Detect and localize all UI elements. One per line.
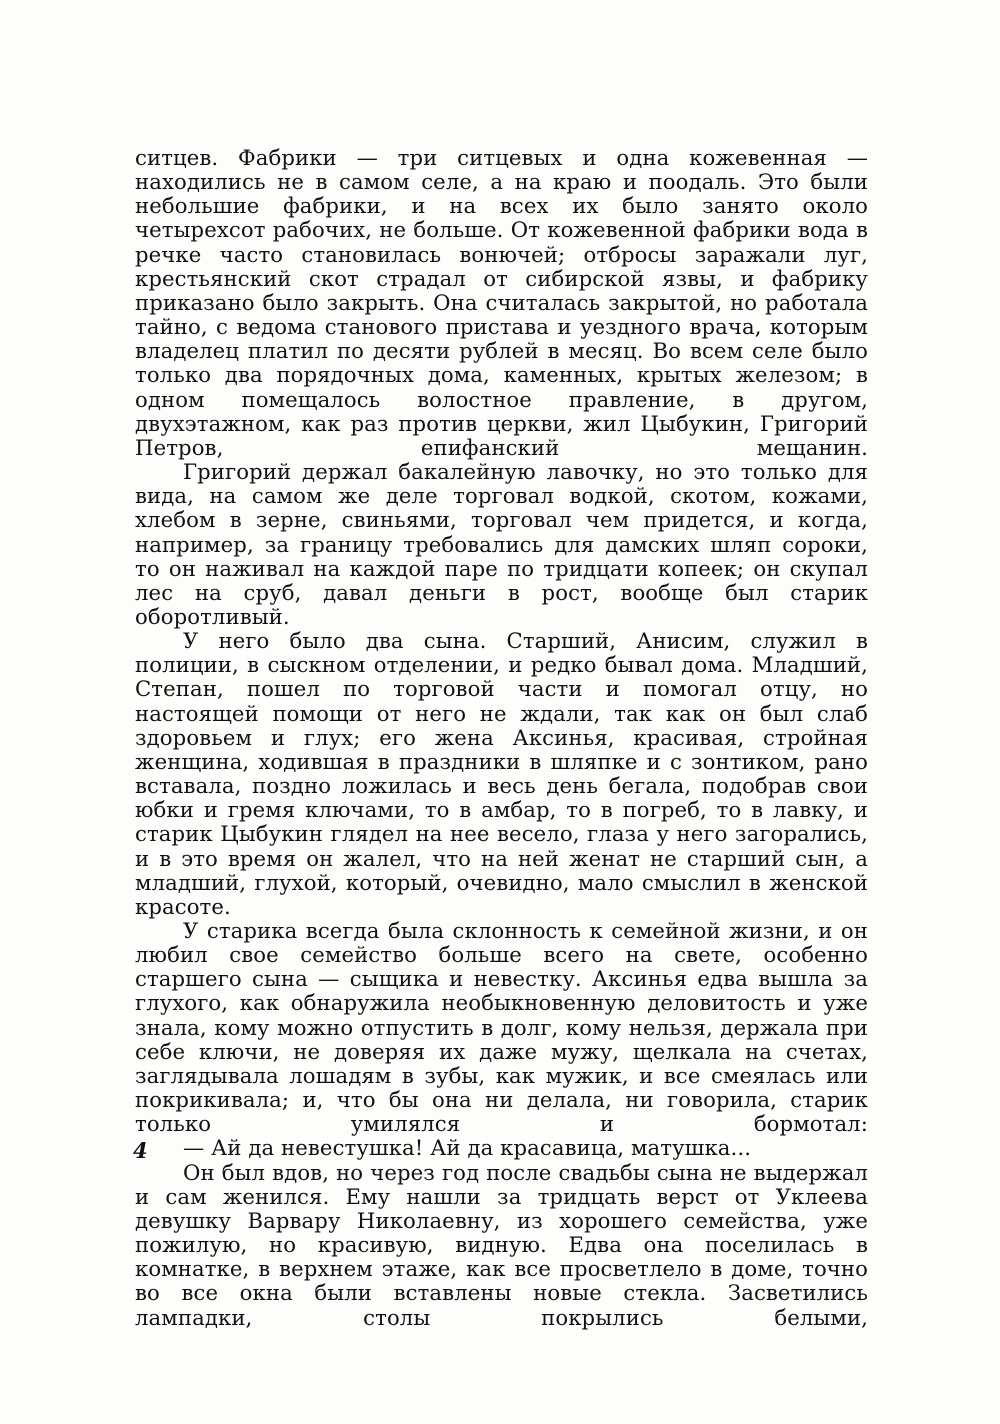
paragraph-4: У старика всегда была склонность к семейной жизни, и он любил свое семейство больше всего на свете, особенно старшего сына — сыщика и невестку. Аксинья едва вышла за глухого, как обнаружила необыкновенную деловитость и уже знала, кому можно отпустить в долг, кому нельзя, держала при себе ключи, не доверяя их даже мужу, щелкала на счетах, заглядывала лошадям в зубы, как мужик, и все смеялась или покрикивала; и, что бы она ни делала, ни говорила, старик только умилялся и бормотал: (135, 918, 868, 1137)
page-number: 4 (133, 1138, 148, 1163)
paragraph-2: Григорий держал бакалейную лавочку, но это только для вида, на самом же деле торговал водкой, скотом, кожами, хлебом в зерне, свиньями, торговал чем придется, и когда, например, за границу требовались для дамских шляп сороки, то он наживал на каждой паре по тридцати копеек; он скупал лес на сруб, давал деньги в рост, вообще был старик оборотливый. (135, 459, 868, 629)
paragraph-5-dialogue: — Ай да невестушка! Ай да красавица, матушка... (183, 1135, 752, 1161)
body-text (135, 146, 868, 1330)
paragraph-6: Он был вдов, но через год после свадьбы сына не выдержал и сам женился. Ему нашли за тридцать верст от Уклеева девушку Варвару Николаевну, из хорошего семейства, уже пожилую, но красивую, видную. Едва она поселилась в комнатке, в верхнем этаже, как все просветлело в доме, точно во все окна были вставлены новые стекла. Засветились лампадки, столы покрылись белыми, (135, 1159, 868, 1330)
paragraph-1: ситцев. Фабрики — три ситцевых и одна кожевенная — находились не в самом селе, а на краю и поодаль. Это были небольшие фабрики, и на всех их было занято около четырехсот рабочих, не больше. От кожевенной фабрики вода в речке часто становилась вонючей; отбросы заражали луг, крестьянский скот страдал от сибирской язвы, и фабрику приказано было закрыть. Она считалась закрытой, но работала тайно, с ведома станового пристава и уездного врача, которым владелец платил по десяти рублей в месяц. Во всем селе было только два порядочных дома, каменных, крытых железом; в одном помещалось волостное правление, в другом, двухэтажном, как раз против церкви, жил Цыбукин, Григорий Петров, епифанский мещанин. (135, 145, 868, 460)
paragraph-3: У него было два сына. Старший, Анисим, служил в полиции, в сыскном отделении, и редко бывал дома. Младший, Степан, пошел по торговой части и помогал отцу, но настоящей помощи от него не ждали, так как он был слаб здоровьем и глух; его жена Аксинья, красивая, стройная женщина, ходившая в праздники в шляпке и с зонтиком, рано вставала, поздно ложилась и весь день бегала, подобрав свои юбки и гремя ключами, то в амбар, то в погреб, то в лавку, и старик Цыбукин глядел на нее весело, глаза у него загорались, и в это время он жалел, что на ней женат не старший сын, а младший, глухой, который, очевидно, мало смыслил в женской красоте. (135, 628, 868, 919)
